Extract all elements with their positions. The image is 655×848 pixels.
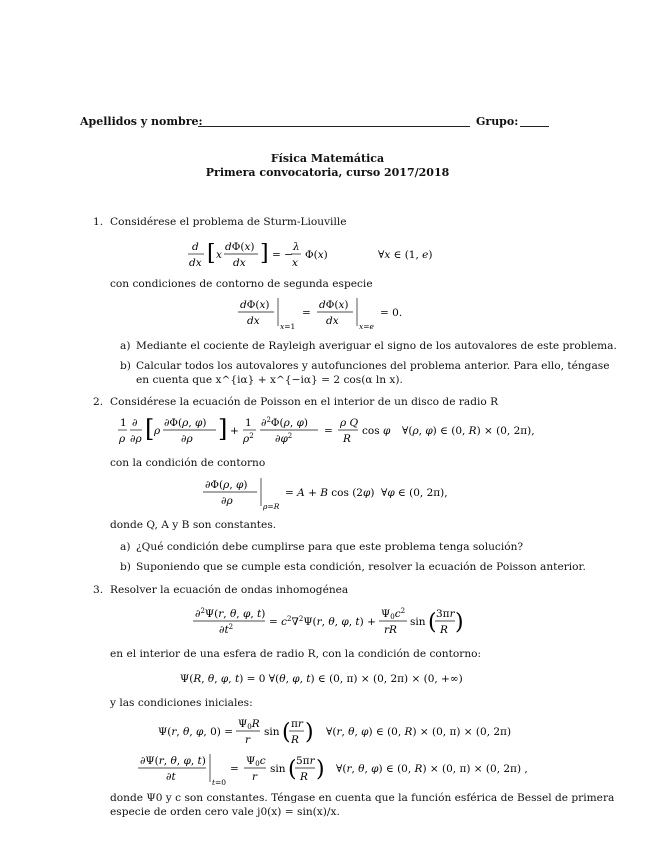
problem-2-equation	[0, 414, 655, 453]
problem-3-text2: en el interior de una esfera de radio R, con la condición de contorno:	[110, 648, 482, 660]
svg-text:ρ: ρ	[153, 425, 160, 437]
svg-text:∂2Φ(ρ, φ): ∂$^2$Φ(ρ, φ)	[260, 416, 308, 429]
svg-text:λ: λ	[292, 241, 300, 253]
svg-text:= −: = −	[271, 249, 293, 261]
svg-text:∂2Ψ(r, θ, φ, t): ∂$^2$Ψ(r, θ, φ, t)	[194, 607, 265, 620]
svg-text:dx: dx	[188, 257, 202, 269]
problem-1-item-a: Mediante el cociente de Rayleigh averiguar el signo de los autovalores de este problema.	[136, 340, 617, 352]
svg-text:sin: sin	[263, 726, 280, 738]
svg-text:∀(r, θ, φ) ∈ (0, R) × (0, π) ×: ∀(r, θ, φ) ∈ (0, R) × (0, π) × (0, 2π)	[325, 726, 511, 738]
svg-text:): )	[454, 610, 464, 635]
svg-text:∂: ∂	[131, 417, 137, 429]
svg-text:x=1: x=1	[279, 322, 295, 331]
problem-1-item-b: Calcular todos los autovalores y autofunciones del problema anterior. Para ello, téngase	[136, 360, 610, 372]
problem-3-equation-4	[0, 752, 655, 795]
svg-text:Ψ0c: Ψ0c	[245, 755, 266, 768]
svg-text:dx: dx	[246, 315, 260, 327]
svg-text:ρ2: $\rho^2$	[242, 432, 254, 445]
svg-text:+: +	[229, 425, 239, 437]
svg-text:]: ]	[217, 415, 227, 443]
header	[80, 115, 550, 131]
svg-text:[: [	[206, 241, 216, 266]
group-label: Grupo:	[476, 115, 519, 128]
problem-1-number: 1.	[93, 216, 104, 228]
problem-1-equation	[0, 238, 655, 275]
problem-3-equation	[0, 605, 655, 644]
problem-2-item-b: Suponiendo que se cumple esta condición, resolver la ecuación de Poisson anterior.	[136, 561, 586, 573]
svg-text:∂t: ∂t	[165, 771, 176, 783]
svg-text:x: x	[291, 257, 298, 269]
problem-3-text3: y las condiciones iniciales:	[110, 697, 253, 709]
problem-3-text4: donde Ψ0 y c son constantes. Téngase en cuenta que la función esférica de Bessel de primera	[110, 792, 615, 804]
title-line-1: Física Matemática	[270, 152, 385, 165]
problem-1-intro: Considérese el problema de Sturm-Liouville	[110, 216, 347, 228]
svg-text:ρ=R: ρ=R	[262, 502, 279, 511]
svg-text:∂Ψ(r, θ, φ, t): ∂Ψ(r, θ, φ, t)	[139, 755, 206, 767]
svg-text:5πr: 5πr	[295, 755, 315, 767]
svg-text:πr: πr	[290, 718, 303, 730]
svg-text:dx: dx	[232, 257, 246, 269]
svg-text:r: r	[244, 734, 250, 746]
svg-text:∀(ρ, φ) ∈ (0, R) × (0, 2π),: ∀(ρ, φ) ∈ (0, R) × (0, 2π),	[401, 425, 535, 437]
svg-text:): )	[304, 720, 314, 745]
problem-1-text2: con condiciones de contorno de segunda especie	[110, 278, 373, 290]
svg-text:Ψ(R, θ, φ, t) = 0 ∀(θ, φ, t): Ψ(R, θ, φ, t) = 0 ∀(θ, φ, t) ∈ (0, π) × (0, 2π) × (0, +∞)	[179, 673, 463, 685]
svg-text:= A + B cos (2φ): = A + B cos (2φ)	[284, 487, 374, 499]
svg-text:= c2∇2Ψ(r, θ, φ, t) +: = $c^2\nabla^2\Psi(r$, θ, φ, t) +	[268, 615, 376, 628]
svg-text:∂φ2: $\partial\varphi^2$	[274, 432, 292, 445]
svg-text:dΦ(x): dΦ(x)	[224, 241, 254, 253]
svg-text:dx: dx	[325, 315, 339, 327]
svg-text:∂t2: $\partial t^2$	[218, 623, 233, 636]
svg-text:=: =	[301, 307, 311, 319]
svg-text:= 0.: = 0.	[379, 307, 402, 319]
svg-text:d: d	[191, 241, 199, 253]
svg-text:x=e: x=e	[358, 322, 374, 331]
svg-text:∀(r, θ, φ) ∈ (0, R) × (0, π) ×: ∀(r, θ, φ) ∈ (0, R) × (0, π) × (0, 2π) ,	[335, 763, 528, 775]
svg-text:[: [	[144, 415, 154, 443]
svg-text:Ψ0c2: $\Psi 0c^2$	[380, 607, 405, 621]
svg-text:∂ρ: ∂ρ	[180, 433, 193, 445]
svg-text:R: R	[299, 771, 308, 783]
svg-text:∀x ∈ (1, e): ∀x ∈ (1, e)	[377, 249, 432, 261]
problem-1-item-b-label: b)	[120, 360, 131, 372]
problem-1-equation-2	[0, 296, 655, 339]
problem-2-item-a-label: a)	[120, 541, 131, 553]
svg-text:∀φ ∈ (0, 2π),: ∀φ ∈ (0, 2π),	[380, 487, 448, 499]
svg-text:rR: rR	[383, 624, 397, 636]
problem-3-equation-2	[0, 668, 655, 691]
problem-2-equation-2	[0, 476, 655, 519]
name-input-line[interactable]	[198, 126, 470, 127]
svg-text:dΦ(x): dΦ(x)	[239, 299, 269, 311]
title-line-2: Primera convocatoria, curso 2017/2018	[205, 166, 450, 179]
group-input-line[interactable]	[520, 126, 549, 127]
svg-text:1: 1	[119, 417, 127, 429]
name-label: Apellidos y nombre:	[80, 115, 203, 128]
svg-text:(: (	[281, 720, 291, 745]
problem-2-intro: Considérese la ecuación de Poisson en el interior de un disco de radio R	[110, 396, 499, 408]
svg-text:R: R	[290, 734, 299, 746]
problem-1-item-b-cont: en cuenta que x^{iα} + x^{−iα} = 2 cos(α ln x).	[136, 374, 403, 386]
svg-text:(: (	[427, 610, 437, 635]
svg-text:ρ: ρ	[118, 433, 125, 445]
svg-text:3πr: 3πr	[435, 608, 455, 620]
problem-3-equation-3	[0, 715, 655, 754]
problem-2-number: 2.	[93, 396, 104, 408]
svg-text:dΦ(x): dΦ(x)	[318, 299, 348, 311]
svg-text:∂ρ: ∂ρ	[129, 433, 142, 445]
svg-text:Ψ(r, θ, φ, 0) =: Ψ(r, θ, φ, 0) =	[157, 726, 233, 738]
svg-text:∂Φ(ρ, φ): ∂Φ(ρ, φ)	[204, 479, 247, 491]
svg-text:t=0: t=0	[211, 778, 226, 787]
problem-3-number: 3.	[93, 584, 104, 596]
svg-text:∂Φ(ρ, φ): ∂Φ(ρ, φ)	[163, 417, 206, 429]
svg-text:=: =	[229, 763, 239, 775]
svg-text:r: r	[251, 771, 257, 783]
svg-text:cos φ: cos φ	[361, 425, 390, 437]
svg-text:]: ]	[259, 241, 269, 266]
svg-text:sin: sin	[269, 763, 286, 775]
problem-2-item-b-label: b)	[120, 561, 131, 573]
problem-3-intro: Resolver la ecuación de ondas inhomogénea	[110, 584, 349, 596]
problem-2-text3: donde Q, A y B son constantes.	[110, 519, 277, 531]
svg-text:x: x	[215, 249, 222, 261]
svg-text:ρ Q: ρ Q	[339, 417, 358, 429]
svg-text:Φ(x): Φ(x)	[304, 249, 328, 261]
svg-text:sin: sin	[409, 616, 426, 628]
svg-text:=: =	[323, 425, 333, 437]
svg-text:(: (	[287, 757, 297, 782]
svg-text:Ψ0R: Ψ0R	[237, 718, 260, 731]
problem-3-text5: especie de orden cero vale j0(x) = sin(x)/x.	[110, 806, 340, 818]
svg-text:R: R	[439, 624, 448, 636]
problem-2-item-a: ¿Qué condición debe cumplirse para que este problema tenga solución?	[136, 541, 524, 553]
svg-text:1: 1	[244, 417, 252, 429]
problem-1-item-a-label: a)	[120, 340, 131, 352]
svg-text:): )	[315, 757, 325, 782]
problem-2-text2: con la condición de contorno	[110, 457, 266, 469]
svg-text:∂ρ: ∂ρ	[220, 495, 233, 507]
svg-text:R: R	[342, 433, 351, 445]
